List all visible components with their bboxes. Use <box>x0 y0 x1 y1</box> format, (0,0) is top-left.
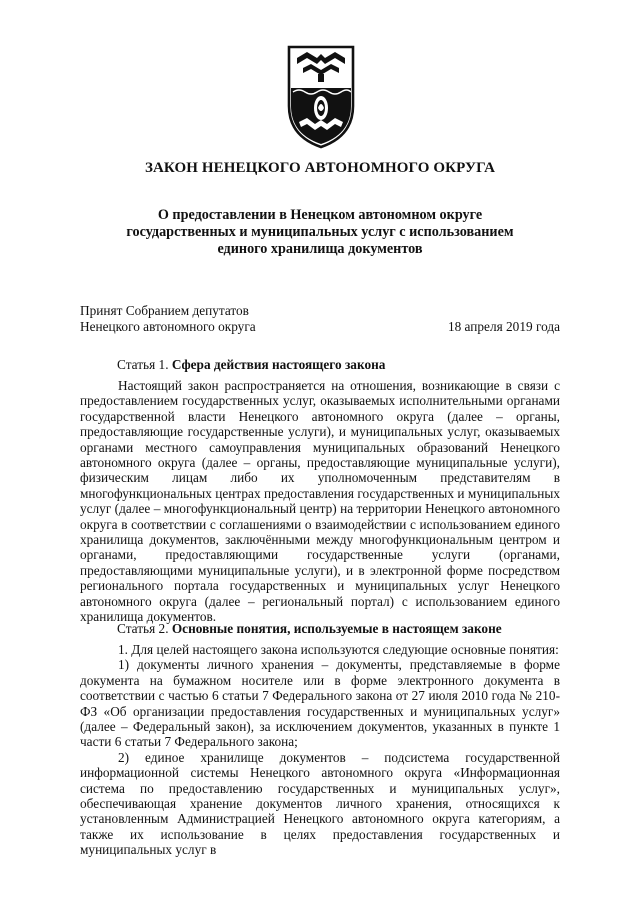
law-subtitle <box>80 207 560 259</box>
article-title: Сфера действия настоящего закона <box>171 357 386 372</box>
article-title: Основные понятия, используемые в настоящем законе <box>171 621 502 636</box>
article-1-heading <box>117 357 385 373</box>
adopted-by-line-2: Ненецкого автономного округа <box>80 319 256 334</box>
paragraph: Настоящий закон распространяется на отношения, возникающие в связи с предоставлением государственных услуг, оказываемых исполнительными органами государственной власти Ненецкого автономного округа (далее – органы, предоставляющие государственные услуги), и муниципальных услуг, оказываемых органами местного самоуправления муниципальных образований Ненецкого автономного округа (далее – органы, предоставляющие муниципальные услуги), физическим лицам либо их уполномоченным представителям в многофункциональных центрах предоставления государственных и муниципальных услуг (далее – многофункциональный центр) на территории Ненецкого автономного округа в соответствии с соглашениями о взаимодействии с использованием единого хранилища документов, заключёнными между многофункциональным центром и органами, предоставляющими государственные услуги (органами, предоставляющими муниципальные услуги), и в электронной форме посредством регионального портала государственных и муниципальных услуг Ненецкого автономного округа (далее – региональный портал) с использованием единого хранилища документов. <box>80 378 560 625</box>
law-title: ЗАКОН НЕНЕЦКОГО АВТОНОМНОГО ОКРУГА <box>144 160 496 176</box>
adoption-block <box>80 303 560 335</box>
adopted-by-line-1: Принят Собранием депутатов <box>80 303 249 318</box>
coat-of-arms-emblem <box>285 44 357 150</box>
paragraph: 1) документы личного хранения – документы, представляемые в форме документа на бумажном носителе или в форме электронного документа в соответствии с частью 6 статьи 7 Федерального закона от 27 июля 2010 года № 210-ФЗ «Об организации предоставления государственных и муниципальных услуг» (далее – Федеральный закон), за исключением документов, указанных в пункте 1 части 6 статьи 7 Федерального закона; <box>80 657 560 750</box>
subtitle-line: государственных и муниципальных услуг с использованием <box>126 224 514 241</box>
article-number: Статья 2. <box>117 621 169 636</box>
paragraph: 2) единое хранилище документов – подсистема государственной информационной системы Ненецкого автономного округа «Информационная система по предоставлению государственных и муниципальных услуг», обеспечивающая хранение документов личного хранения, относящихся к установленным Администрацией Ненецкого автономного округа категориям, а также их использование в целях предоставления государственных и муниципальных услуг в <box>80 749 560 858</box>
adoption-date: 18 апреля 2019 года <box>447 319 560 334</box>
article-2-body <box>80 642 560 858</box>
article-1-body <box>80 378 560 625</box>
paragraph: 1. Для целей настоящего закона используются следующие основные понятия: <box>118 642 559 657</box>
subtitle-line: единого хранилища документов <box>217 241 423 258</box>
article-number: Статья 1. <box>117 357 169 372</box>
subtitle-line: О предоставлении в Ненецком автономном округе <box>157 207 483 223</box>
article-2-heading <box>117 621 502 637</box>
